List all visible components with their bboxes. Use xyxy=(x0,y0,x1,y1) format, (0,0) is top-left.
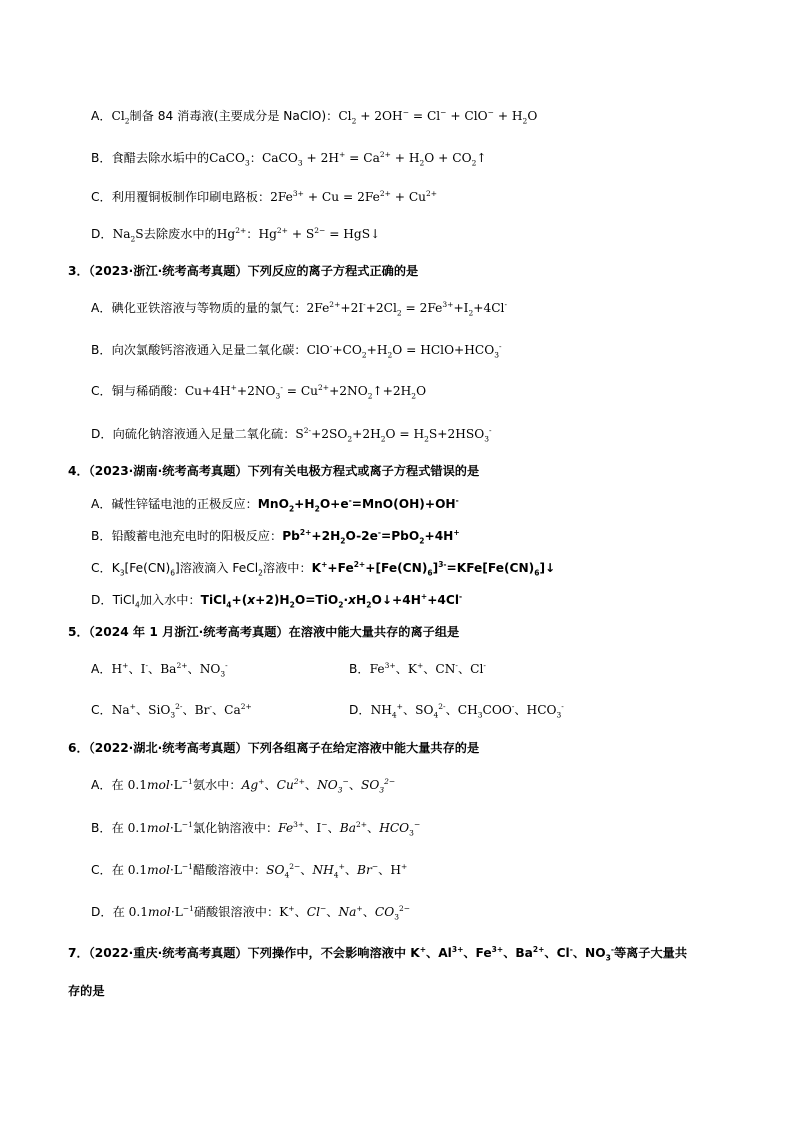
equation: $2Fe^{3+} + Cu = 2Fe^{2+} + Cu^{2+}$ xyxy=(270,188,438,204)
equation: $TiCl_4+(x+2)H_2O=TiO_2\cdot xH_2O↓+4H^++4Cl^-$ xyxy=(200,591,463,610)
q2-option-a[interactable]: A．$Cl_2$制备 84 消毒液(主要成分是 NaClO)：$Cl_2 + 2OH^- = Cl^- + ClO^- + H_2O$ xyxy=(91,107,538,126)
equation: $K^++Fe^{2+}+[Fe(CN)_6]^{3-}=KFe[Fe(CN)_6]↓$ xyxy=(311,559,556,578)
q4-option-c[interactable]: C．$K_3[Fe(CN)_6]$溶液滴入 FeCl$_2$溶液中：$K^++Fe^{2+}+[Fe(CN)_6]^{3-}=KFe[Fe(CN)_6]↓$ xyxy=(91,559,556,578)
option-label: A． xyxy=(91,109,112,123)
ion-list: $Fe^{3+}$、I−、$Ba^{2+}$、$HCO_3^-$ xyxy=(278,819,421,838)
option-label: A． xyxy=(91,301,112,315)
ion-list: K+、Cl−、Na+、$CO_3^{2-}$ xyxy=(279,903,411,922)
q6-option-b[interactable]: B．在 $0.1mol\cdot L^{-1}$氯化钠溶液中：$Fe^{3+}$、I−、$Ba^{2+}$、$HCO_3^-$ xyxy=(91,819,421,838)
ion-list: H+、I-、$Ba^{2+}$、$NO_3^-$ xyxy=(111,660,228,679)
option-label: D． xyxy=(91,593,113,607)
q7-heading-continued: 存的是 xyxy=(68,984,105,998)
q5-option-d[interactable] xyxy=(349,700,564,720)
option-label: B． xyxy=(91,821,112,835)
q6-option-c[interactable]: C．在 $0.1mol\cdot L^{-1}$醋酸溶液中：$SO_4^{2-}$、$NH_4^+$、Br−、H+ xyxy=(91,861,408,880)
option-label: D． xyxy=(91,227,113,241)
q4-option-a[interactable]: A．碱性锌锰电池的正极反应：$MnO_2+H_2O+e^-=MnO(OH)+OH^-$ xyxy=(91,495,459,514)
equation: $Cu+4H^++2NO_3^-$ = $Cu^{2+}+2NO_2↑+2H_2O$ xyxy=(184,382,427,401)
q5-option-a[interactable] xyxy=(91,659,228,679)
q3-option-c[interactable]: C．铜与稀硝酸：$Cu+4H^++2NO_3^-$ = $Cu^{2+}+2NO_2↑+2H_2O$ xyxy=(91,382,427,401)
q4-option-d[interactable]: D．TiCl$_4$加入水中：$TiCl_4+(x+2)H_2O=TiO_2\cdot xH_2O↓+4H^++4Cl^-$ xyxy=(91,591,463,610)
ion-list: Ag+、$Cu^{2+}$、$NO_3^-$、$SO_3^{2-}$ xyxy=(241,776,396,795)
option-label: C． xyxy=(91,384,112,398)
ion-list: $NH_4^+$、$SO_4^{2-}$、$CH_3COO^-$、$HCO_3^-$ xyxy=(370,701,564,720)
q3-option-d[interactable]: D．向硫化钠溶液通入足量二氧化硫：$S^{2-}+2SO_2+2H_2O = H_2S+2HSO_3^-$ xyxy=(91,425,492,444)
option-label: B． xyxy=(91,151,112,165)
option-label: C． xyxy=(91,561,112,575)
equation: $Cl_2 + 2OH^- = Cl^- + ClO^- + H_2O$ xyxy=(338,107,538,126)
q2-option-b[interactable]: B．食醋去除水垢中的CaCO$_3$：CaCO$_3$ + $2H^+ = Ca^{2+} + H_2O$ + $CO_2↑$ xyxy=(91,149,487,168)
equation: $ClO^-+CO_2+H_2O$ = $HClO+HCO_3^-$ xyxy=(306,341,502,360)
q3-option-a[interactable]: A．碘化亚铁溶液与等物质的量的氯气：$2Fe^{2+}+2I^-+2Cl_2 = 2Fe^{3+}+I_2+4Cl^-$ xyxy=(91,299,508,318)
option-label: B． xyxy=(91,529,112,543)
q5-heading: 5．（2024 年 1 月浙江·统考高考真题）在溶液中能大量共存的离子组是 xyxy=(68,625,460,639)
option-label: A． xyxy=(91,662,112,676)
equation: $S^{2-}+2SO_2+2H_2O = H_2S+2HSO_3^-$ xyxy=(295,425,492,444)
ion-list: $Fe^{3+}$、K+、CN-、Cl- xyxy=(369,660,486,676)
q5-option-c[interactable] xyxy=(91,700,252,720)
equation: $Pb^{2+}+2H_2O-2e^-=PbO_2+4H^+$ xyxy=(282,527,460,546)
option-label: C． xyxy=(91,703,112,717)
q3-heading: 3．（2023·浙江·统考高考真题）下列反应的离子方程式正确的是 xyxy=(68,264,419,278)
q2-option-d[interactable]: D．$Na_2S$去除废水中的$Hg^{2+}$：$Hg^{2+} + S^{2-}$ = HgS↓ xyxy=(91,225,381,244)
equation: $MnO_2+H_2O+e^-=MnO(OH)+OH^-$ xyxy=(257,495,459,514)
equation: CaCO$_3$ + $2H^+ = Ca^{2+} + H_2O$ + $CO_2↑$ xyxy=(261,149,487,168)
q4-heading: 4．（2023·湖南·统考高考真题）下列有关电极方程式或离子方程式错误的是 xyxy=(68,464,480,478)
q6-option-d[interactable]: D．在 $0.1mol\cdot L^{-1}$硝酸银溶液中：K+、Cl−、Na+、$CO_3^{2-}$ xyxy=(91,903,411,922)
q6-option-a[interactable]: A．在 $0.1mol\cdot L^{-1}$氨水中：Ag+、$Cu^{2+}$、$NO_3^-$、$SO_3^{2-}$ xyxy=(91,776,396,795)
option-label: B． xyxy=(91,343,112,357)
q7-heading: 7．（2022·重庆·统考高考真题）下列操作中，不会影响溶液中 K+、$Al^{3+}$、$Fe^{3+}$、$Ba^{2+}$、Cl-、$NO_3^-$等离子大量共 xyxy=(68,944,688,963)
q2-option-c[interactable]: C．利用覆铜板制作印刷电路板：$2Fe^{3+} + Cu = 2Fe^{2+} + Cu^{2+}$ xyxy=(91,188,438,204)
option-label: D． xyxy=(91,905,113,919)
option-label: C． xyxy=(91,863,112,877)
equation: $Hg^{2+} + S^{2-}$ = HgS↓ xyxy=(258,225,381,241)
option-label: D． xyxy=(91,427,113,441)
option-label: A． xyxy=(91,497,112,511)
option-label: A． xyxy=(91,778,112,792)
option-label: D． xyxy=(349,703,371,717)
ion-list: Na+、SiO$_3^{2-}$、Br-、$Ca^{2+}$ xyxy=(111,701,252,720)
equation: $2Fe^{2+}+2I^-+2Cl_2 = 2Fe^{3+}+I_2+4Cl^-$ xyxy=(306,299,508,318)
option-label: C． xyxy=(91,190,112,204)
q4-option-b[interactable]: B．铅酸蓄电池充电时的阳极反应：$Pb^{2+}+2H_2O-2e^-=PbO_2+4H^+$ xyxy=(91,527,460,546)
q6-heading: 6．（2022·湖北·统考高考真题）下列各组离子在给定溶液中能大量共存的是 xyxy=(68,741,480,755)
option-label: B． xyxy=(349,662,370,676)
q5-option-b[interactable] xyxy=(349,659,486,679)
ion-list: $SO_4^{2-}$、$NH_4^+$、Br−、H+ xyxy=(266,861,408,880)
q3-option-b[interactable]: B．向次氯酸钙溶液通入足量二氧化碳：$ClO^-+CO_2+H_2O$ = $HClO+HCO_3^-$ xyxy=(91,341,502,360)
